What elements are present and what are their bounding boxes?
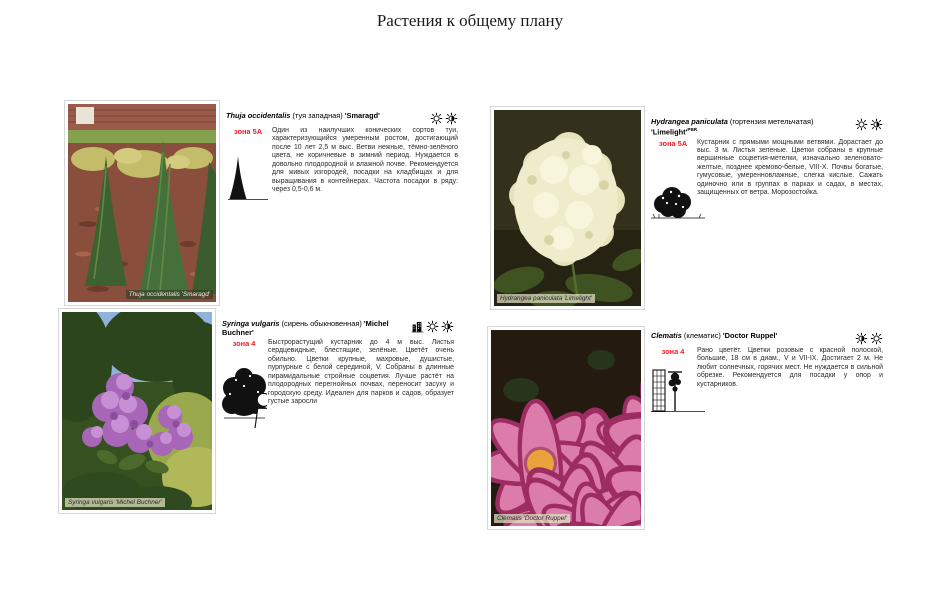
page-title: Растения к общему плану [376,11,564,30]
thuja-leftcol [226,127,270,207]
syringa-leftcol [222,339,266,433]
syringa-photo [58,308,216,514]
sun-icon [426,320,439,333]
zone-label: зона 5А [658,138,688,148]
conifer-human-pictogram [228,154,268,202]
partial-shade-icon [445,112,458,125]
sun-icon [870,332,883,345]
cultivar-name: 'Limelight' [651,126,688,136]
bush-human-pictogram [222,366,267,428]
clematis-photo-art [491,330,641,526]
photo-caption: Thuja occidentalis 'Smaragd' [126,290,213,299]
cultivar-name: 'Doctor Ruppel' [722,331,778,340]
clematis-body [651,347,883,421]
thuja-body [226,127,458,207]
clematis-leftcol [651,347,695,421]
common-name: (сирень обыкновенная) [281,319,362,328]
photo-caption: Hydrangea paniculata 'Limelight' [497,294,595,303]
plant-description: Один из наилучших конических сортов туи, характеризующийся умеренным ростом, достигающий после 10 лет 2,5 м выс. Ветви нежные, тёмно-зелёного цвета, не коричневые в зимний период. Нуждается в довольно плодородной и влажной почве. Рекомендуется для живых изгородей, посадки на кладбищах и для выращивания в контейнерах. Частота посадки в ряду: через 0,5-0,6 м. [272,127,458,193]
plant-card-hydrangea [490,106,883,310]
common-name: (клематис) [683,331,721,340]
zone-label: зона 5А [233,127,263,136]
common-name: (туя западная) [292,111,343,120]
thuja-info [226,100,458,207]
hydrangea-info [651,106,883,226]
latin-name: Clematis [651,331,682,340]
light-requirement-icons [426,112,458,125]
light-requirement-icons [851,332,883,345]
plant-card-thuja [64,100,458,306]
syringa-heading [222,320,454,337]
thuja-photo-art [68,104,216,302]
thuja-heading [226,112,458,125]
hydrangea-heading [651,118,883,137]
photo-caption: Clematis 'Doctor Ruppel' [494,514,570,523]
sun-icon [430,112,443,125]
zone-label: зона 4 [232,339,256,349]
cultivar-name: 'Michel Buchner' [222,319,389,337]
thuja-photo [64,100,220,306]
plant-card-syringa [58,308,454,514]
plant-title [651,332,777,341]
plant-card-clematis [487,326,883,530]
partial-shade-icon [870,118,883,131]
plant-title [222,320,407,337]
light-requirement-icons [851,118,883,131]
syringa-body [222,339,454,433]
latin-name: Hydrangea paniculata [651,117,728,126]
syringa-photo-art [62,312,212,510]
zone-label: зона 4 [661,347,685,356]
common-name: (гортензия метельчатая) [729,117,814,126]
latin-name: Thuja occidentalis [226,111,291,120]
plant-description: Рано цветёт. Цветки розовые с красной полоской, большие, 18 см в диам., V и VII-IX. Достигает 2 м. Не любит солнечных, горячих мест. Не нуждается в сильной обрезке. Рекомендуется для посадки у опор и кустарников. [697,347,883,388]
light-requirement-icons [407,320,454,333]
plant-description: Быстрорастущий кустарник до 4 м выс. Листья сердцевидные, блестящие, зелёные. Цветёт очень обильно. Цветки крупные, махровые, душистые, пурпурные с белой серединой, V. Собраны в длинные пирамидальные стройные соцветия. Лучше растёт на плодородных перегнойных почвах, переносит засуху и городскую среду. Идеален для парков и садов, образует густые заросли [268,339,454,405]
clematis-info [651,326,883,421]
photo-caption: Syringa vulgaris 'Michel Buchner' [65,498,165,507]
partial-shade-icon [855,332,868,345]
hydrangea-photo-art [494,110,641,306]
syringa-info [222,308,454,433]
clematis-photo [487,326,645,530]
plant-title [651,118,851,137]
hydrangea-leftcol [651,139,695,226]
plant-description: Кустарник с прямыми мощными ветвями. Дорастает до выс. 3 м. Листья зеленые. Цветки собраны в крупные вершинные соцветия-метелки, изначально зеленовато-желтые, позднее кремово-белые, VIII-X. Почвы богатые, гумусовые, умеренновлажные, слегка кислые. Сажать одиночно или в группах в парках и садах, в местах, защищенных от ветра. Морозостойка. [697,138,883,197]
partial-shade-icon [441,320,454,333]
plant-title [226,112,380,121]
clematis-heading [651,332,883,345]
hydrangea-body [651,139,883,226]
pbr-mark: PBR [687,126,698,132]
latin-name: Syringa vulgaris [222,319,280,328]
city-icon [411,320,424,333]
sun-icon [855,118,868,131]
hydrangea-photo [490,106,645,310]
cultivar-name: 'Smaragd' [344,111,380,120]
